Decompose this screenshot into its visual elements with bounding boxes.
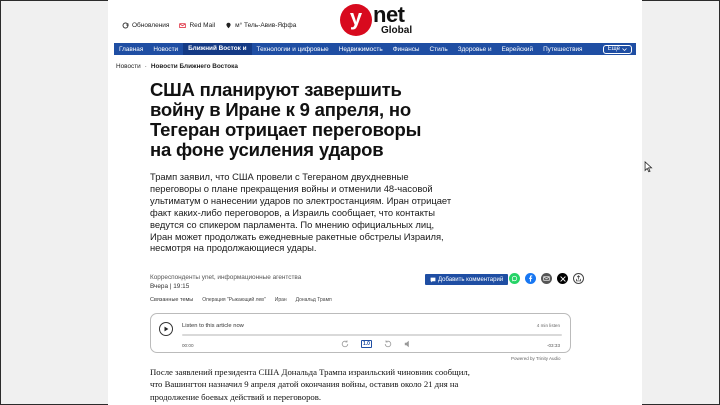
breadcrumb-root[interactable]: Новости xyxy=(116,63,141,70)
ynet-global-logo[interactable] xyxy=(340,2,413,36)
play-button[interactable] xyxy=(159,322,173,336)
article-page xyxy=(108,0,642,405)
byline-date: Вчера | 19:15 xyxy=(150,283,190,290)
updates-label: Обновления xyxy=(132,22,170,29)
article-headline: США планируют завершить войну в Иране к 9 апреля, но Тегеран отрицает переговоры на фоне усиления ударов xyxy=(150,79,422,160)
forward-icon[interactable] xyxy=(384,340,392,348)
nav-item[interactable]: Главная xyxy=(119,45,144,53)
share-icon[interactable] xyxy=(573,273,584,284)
nav-item[interactable]: Ближний Восток и xyxy=(183,43,251,55)
tag-link[interactable]: Иран xyxy=(274,297,287,303)
breadcrumb-separator: · xyxy=(144,63,147,70)
breadcrumb xyxy=(116,63,238,70)
nav-item[interactable]: Финансы xyxy=(392,45,420,53)
more-sections-label: Еще xyxy=(607,45,620,52)
main-navigation xyxy=(114,43,636,55)
red-mail-label: Red Mail xyxy=(189,22,216,29)
refresh-icon xyxy=(122,22,129,29)
breadcrumb-current[interactable]: Новости Ближнего Востока xyxy=(150,63,238,70)
byline-authors: Корреспонденты ynet, информационные агентства xyxy=(150,274,302,281)
article-lead: Трамп заявил, что США провели с Тегераном двухдневные переговоры о плане прекращения войны и отменили 48-часовой ультиматум о нанесении ударов по электростанциям. Иран отрицает факт каких-либо переговоров, а Израиль сообщает, что контакты ведутся со спикером парламента. По мнению официальных лиц, Иран может продолжать ежедневные ракетные обстрелы Израиля, несмотря на продолжающиеся удары. xyxy=(150,171,452,254)
audio-player xyxy=(150,313,571,353)
rewind-icon[interactable] xyxy=(341,340,349,348)
player-controls xyxy=(341,340,412,348)
speed-button[interactable]: 1.0 xyxy=(363,341,370,347)
listen-duration: 4 min listen xyxy=(536,323,560,328)
progress-track[interactable] xyxy=(182,334,562,336)
logo-net: net xyxy=(373,2,405,27)
nav-item[interactable]: Стиль xyxy=(429,45,448,53)
related-topics xyxy=(150,297,332,303)
nav-item[interactable]: Технологии и цифровые xyxy=(256,45,329,53)
email-icon[interactable] xyxy=(541,273,552,284)
powered-by-label[interactable]: Powered by Trinity Audio xyxy=(511,356,561,361)
logo-global: Global xyxy=(381,25,413,36)
time-remaining: -03:33 xyxy=(546,343,560,348)
tag-link[interactable]: Операция "Рыкающий лев" xyxy=(202,297,266,303)
add-comment-button[interactable] xyxy=(425,274,508,285)
tag-link[interactable]: Дональд Трамп xyxy=(295,297,332,303)
nav-item[interactable]: Еврейский xyxy=(501,45,534,53)
mouse-cursor-icon xyxy=(644,161,653,173)
article-body-paragraph: После заявлений президента США Дональда Трампа израильский чиновник сообщил, что Вашингтон назначил 9 апреля датой окончания войны, оставив около 21 дня на продолжение боевых действий и переговоров. xyxy=(150,367,470,402)
location-icon xyxy=(225,22,232,29)
comment-icon xyxy=(430,277,436,283)
facebook-icon[interactable] xyxy=(525,273,536,284)
add-comment-label: Добавить комментарий xyxy=(438,276,504,283)
whatsapp-icon[interactable] xyxy=(509,273,520,284)
red-mail-link[interactable] xyxy=(179,22,215,29)
utility-bar xyxy=(122,22,296,29)
updates-link[interactable] xyxy=(122,22,169,29)
nav-item[interactable]: Путешествия xyxy=(543,45,583,53)
x-icon[interactable] xyxy=(557,273,568,284)
share-bar xyxy=(509,273,584,284)
nav-item[interactable]: Недвижимость xyxy=(338,45,383,53)
nav-item[interactable]: Здоровье и xyxy=(457,45,492,53)
play-icon xyxy=(163,326,169,332)
weather-label: м° Тель-Авив-Яффа xyxy=(235,22,297,29)
nav-item[interactable]: Новости xyxy=(153,45,179,53)
weather-link[interactable] xyxy=(225,22,296,29)
more-sections-button[interactable] xyxy=(603,45,632,54)
time-elapsed: 00:00 xyxy=(182,343,194,348)
related-topics-label: Связанные темы xyxy=(150,297,194,303)
mail-icon xyxy=(179,22,186,29)
listen-label: Listen to this article now xyxy=(182,323,244,329)
chevron-down-icon xyxy=(622,47,627,52)
volume-icon[interactable] xyxy=(404,340,412,348)
logo-y: y xyxy=(340,4,372,36)
